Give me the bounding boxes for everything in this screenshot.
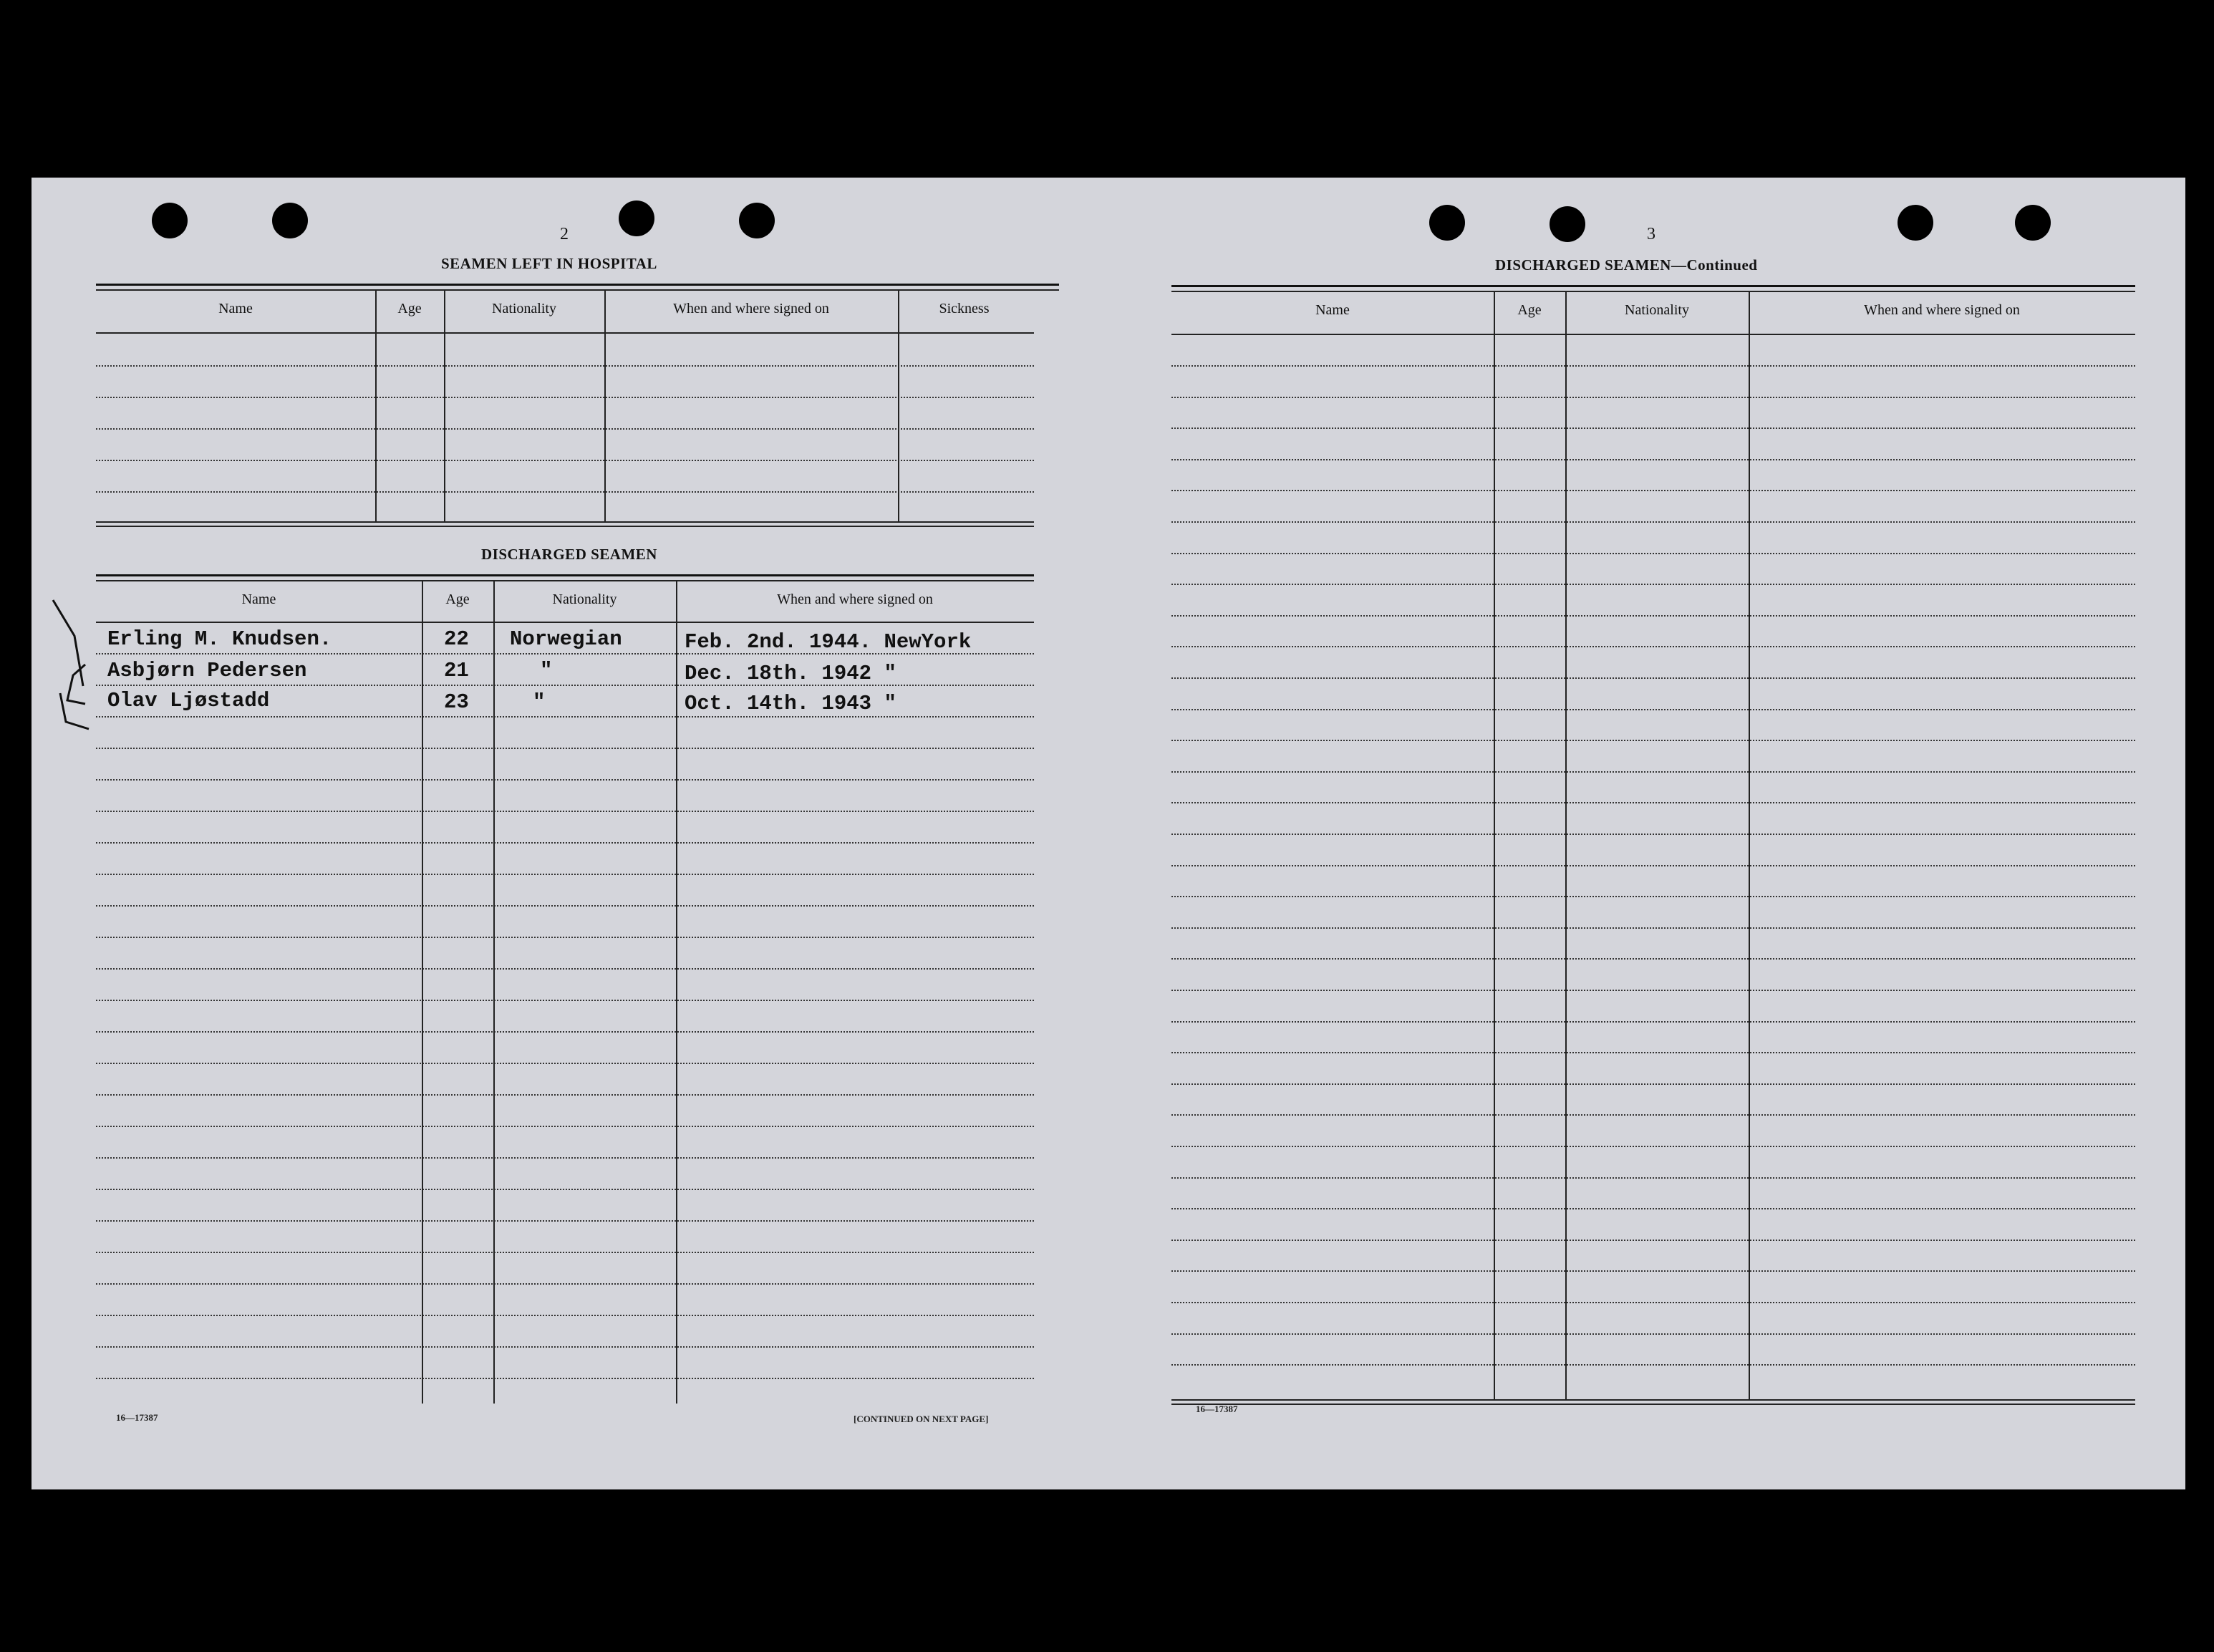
ruled-line	[1171, 1177, 2135, 1179]
discharged-section-title: DISCHARGED SEAMEN	[481, 546, 657, 563]
ruled-line	[1171, 1240, 2135, 1241]
ruled-line	[1171, 1364, 2135, 1366]
ruled-line	[1171, 677, 2135, 679]
column-header-name: Name	[1315, 302, 1350, 318]
punch-hole-icon	[1550, 206, 1585, 242]
column-header-sickness: Sickness	[939, 301, 990, 317]
ruled-line	[96, 1094, 1034, 1096]
ruled-line	[1171, 865, 2135, 866]
column-header-signed-on: When and where signed on	[673, 301, 829, 317]
ruled-line	[1171, 459, 2135, 460]
ruled-line	[1171, 553, 2135, 554]
ruled-line	[96, 1220, 1034, 1222]
ruled-line	[96, 937, 1034, 938]
ruled-line	[96, 1378, 1034, 1379]
punch-hole-icon	[152, 203, 188, 238]
form-number: 16—17387	[116, 1412, 158, 1423]
ruled-line	[1171, 896, 2135, 897]
ruled-line	[96, 1063, 1034, 1064]
column-header-signed-on: When and where signed on	[1864, 302, 2020, 318]
ruled-line	[1171, 1270, 2135, 1272]
seaman-name: Asbjørn Pedersen	[107, 659, 307, 682]
ruled-line	[1171, 1114, 2135, 1116]
ruled-line	[1171, 397, 2135, 398]
ruled-line	[1171, 834, 2135, 835]
seaman-signed-on: Feb. 2nd. 1944. NewYork	[685, 630, 972, 654]
seaman-age: 23	[444, 690, 469, 714]
ruled-line	[96, 779, 1034, 781]
ruled-line	[1171, 615, 2135, 617]
ruled-line	[96, 1157, 1034, 1159]
discharged-continued-title: DISCHARGED SEAMEN—Continued	[1495, 256, 1758, 274]
ruled-line	[1171, 584, 2135, 585]
ruled-line	[96, 842, 1034, 844]
document-sheet	[32, 178, 2185, 1489]
ruled-line	[96, 905, 1034, 907]
ruled-line	[1171, 802, 2135, 803]
column-header-age: Age	[397, 301, 422, 317]
column-header-nationality: Nationality	[492, 301, 556, 317]
ruled-line	[96, 1346, 1034, 1348]
column-header-name: Name	[241, 591, 276, 607]
seaman-nationality: "	[533, 690, 546, 714]
ruled-line	[1171, 1021, 2135, 1023]
ruled-line	[1171, 1146, 2135, 1147]
ruled-line	[1171, 709, 2135, 710]
seaman-age: 21	[444, 659, 469, 682]
ruled-line	[1171, 1083, 2135, 1085]
ruled-line	[96, 1031, 1034, 1033]
column-header-nationality: Nationality	[1625, 302, 1689, 318]
ruled-line	[1171, 365, 2135, 367]
column-header-age: Age	[1517, 302, 1542, 318]
ruled-line	[1171, 490, 2135, 491]
continued-note: [CONTINUED ON NEXT PAGE]	[854, 1414, 989, 1424]
ruled-line	[1171, 927, 2135, 929]
punch-hole-icon	[1898, 205, 1933, 241]
ruled-line	[96, 748, 1034, 749]
ruled-line	[1171, 958, 2135, 960]
ruled-line	[96, 1126, 1034, 1127]
seaman-name: Erling M. Knudsen.	[107, 627, 332, 651]
ruled-line	[1171, 771, 2135, 773]
ruled-line	[96, 874, 1034, 875]
column-header-age: Age	[445, 591, 470, 607]
ruled-line	[96, 1252, 1034, 1253]
page-number: 2	[560, 225, 569, 243]
ruled-line	[1171, 1052, 2135, 1053]
ruled-line	[96, 1283, 1034, 1285]
form-number: 16—17387	[1196, 1404, 1238, 1414]
punch-hole-icon	[272, 203, 308, 238]
punch-hole-icon	[1429, 205, 1465, 241]
hospital-section-title: SEAMEN LEFT IN HOSPITAL	[441, 255, 657, 272]
punch-hole-icon	[739, 203, 775, 238]
page-number: 3	[1647, 225, 1655, 243]
ruled-line	[1171, 990, 2135, 991]
ruled-line	[1171, 646, 2135, 647]
ruled-line	[96, 811, 1034, 812]
ruled-line	[96, 968, 1034, 970]
check-mark-icon	[46, 586, 96, 729]
seaman-age: 22	[444, 627, 469, 651]
seaman-signed-on: Dec. 18th. 1942 "	[685, 662, 896, 685]
seaman-nationality: "	[540, 659, 553, 682]
seaman-name: Olav Ljøstadd	[107, 689, 270, 713]
column-header-nationality: Nationality	[552, 591, 617, 607]
ruled-line	[96, 1189, 1034, 1190]
ruled-line	[1171, 1333, 2135, 1335]
ruled-line	[1171, 521, 2135, 523]
seaman-signed-on: Oct. 14th. 1943 "	[685, 692, 896, 715]
ruled-line	[1171, 1208, 2135, 1209]
punch-hole-icon	[619, 201, 654, 236]
seaman-nationality: Norwegian	[510, 627, 622, 651]
ruled-line	[96, 1000, 1034, 1001]
ruled-line	[1171, 1302, 2135, 1303]
punch-hole-icon	[2015, 205, 2051, 241]
column-header-name: Name	[218, 301, 253, 317]
ruled-line	[1171, 740, 2135, 741]
ruled-line	[96, 716, 1034, 718]
ruled-line	[1171, 428, 2135, 429]
ruled-line	[96, 1315, 1034, 1316]
column-header-signed-on: When and where signed on	[777, 591, 933, 607]
